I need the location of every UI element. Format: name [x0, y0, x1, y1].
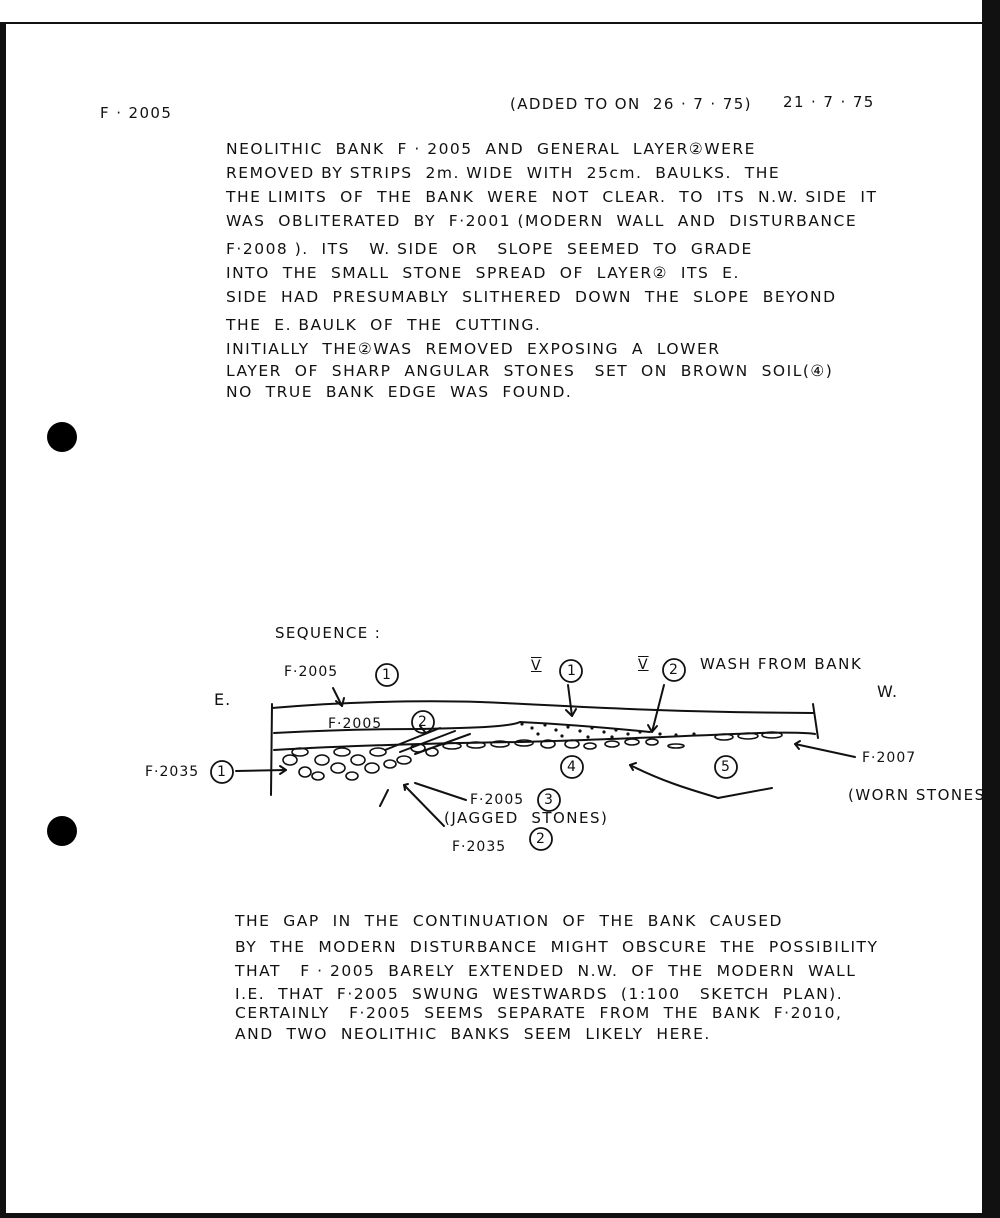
arrow-f2007 — [795, 744, 855, 757]
top-surface-line — [272, 701, 813, 713]
description-line: THE LIMITS OF THE BANK WERE NOT CLEAR. TO ITS N.W. SIDE IT — [226, 188, 878, 206]
record-date: 21 · 7 · 75 — [783, 93, 875, 111]
label-wash: WASH FROM BANK — [700, 655, 863, 673]
hatch-tick — [380, 790, 388, 806]
label-v2-num: 2 — [669, 662, 679, 678]
east-baulk-line — [271, 704, 272, 795]
arrow-layer5-tail — [718, 788, 772, 798]
conclusion-line: AND TWO NEOLITHIC BANKS SEEM LIKELY HERE. — [235, 1025, 711, 1043]
label-jagged: (JAGGED STONES) — [444, 809, 609, 827]
arrow-f2005-bottom — [415, 783, 466, 800]
description-line: THE E. BAULK OF THE CUTTING. — [226, 316, 542, 334]
description-line: REMOVED BY STRIPS 2m. WIDE WITH 25cm. BAULKS. THE — [226, 164, 781, 182]
label-worn-stones: (WORN STONES) — [848, 786, 993, 804]
description-line: F·2008 ). ITS W. SIDE OR SLOPE SEEMED TO GRADE — [226, 240, 753, 258]
arrow-layer5 — [630, 765, 718, 798]
description-line: INTO THE SMALL STONE SPREAD OF LAYER② ITS E. — [226, 264, 740, 282]
label-f2007: F·2007 — [862, 750, 917, 766]
description-line: NO TRUE BANK EDGE WAS FOUND. — [226, 383, 573, 401]
east-label: E. — [214, 690, 232, 709]
description-line: LAYER OF SHARP ANGULAR STONES SET ON BROWN SOIL(④) — [226, 362, 834, 380]
arrow-v2 — [652, 685, 664, 732]
label-f2005-top-num: 1 — [382, 667, 392, 683]
label-f2005-mid-num: 2 — [418, 714, 428, 730]
label-f2005-bottom: F·2005 — [470, 792, 525, 808]
description-line: NEOLITHIC BANK F · 2005 AND GENERAL LAYER②WERE — [226, 140, 756, 158]
description-line: INITIALLY THE②WAS REMOVED EXPOSING A LOWER — [226, 340, 721, 358]
arrow-f2035-left — [236, 770, 286, 771]
conclusion-line: THAT F · 2005 BARELY EXTENDED N.W. OF THE MODERN WALL — [235, 962, 857, 980]
stones — [283, 732, 782, 780]
feature-id: F · 2005 — [100, 104, 173, 122]
label-v2-roman: V — [638, 657, 649, 673]
conclusion-line: I.E. THAT F·2005 SWUNG WESTWARDS (1:100 SKETCH PLAN). — [235, 985, 844, 1003]
label-v1-roman: V — [531, 658, 542, 674]
label-layer4: 4 — [567, 759, 577, 775]
description-line: WAS OBLITERATED BY F·2001 (MODERN WALL AND DISTURBANCE — [226, 212, 858, 230]
label-f2035-bottom-num: 2 — [536, 831, 546, 847]
sequence-heading: SEQUENCE : — [275, 624, 382, 642]
conclusion-line: BY THE MODERN DISTURBANCE MIGHT OBSCURE THE POSSIBILITY — [235, 938, 879, 956]
label-f2005-mid: F·2005 — [328, 716, 383, 732]
label-f2035-left-num: 1 — [217, 764, 227, 780]
conclusion-line: THE GAP IN THE CONTINUATION OF THE BANK CAUSED — [235, 912, 783, 930]
added-note: (ADDED TO ON 26 · 7 · 75) — [510, 95, 752, 113]
west-label: W. — [877, 682, 899, 701]
description-line: SIDE HAD PRESUMABLY SLITHERED DOWN THE SLOPE BEYOND — [226, 288, 837, 306]
label-f2035-bottom: F·2035 — [452, 839, 507, 855]
label-f2035-left: F·2035 — [145, 764, 200, 780]
label-v1-num: 1 — [567, 663, 577, 679]
label-layer5: 5 — [721, 759, 731, 775]
conclusion-line: CERTAINLY F·2005 SEEMS SEPARATE FROM THE BANK F·2010, — [235, 1004, 843, 1022]
label-f2005-bottom-num: 3 — [544, 792, 554, 808]
label-f2005-top: F·2005 — [284, 664, 339, 680]
